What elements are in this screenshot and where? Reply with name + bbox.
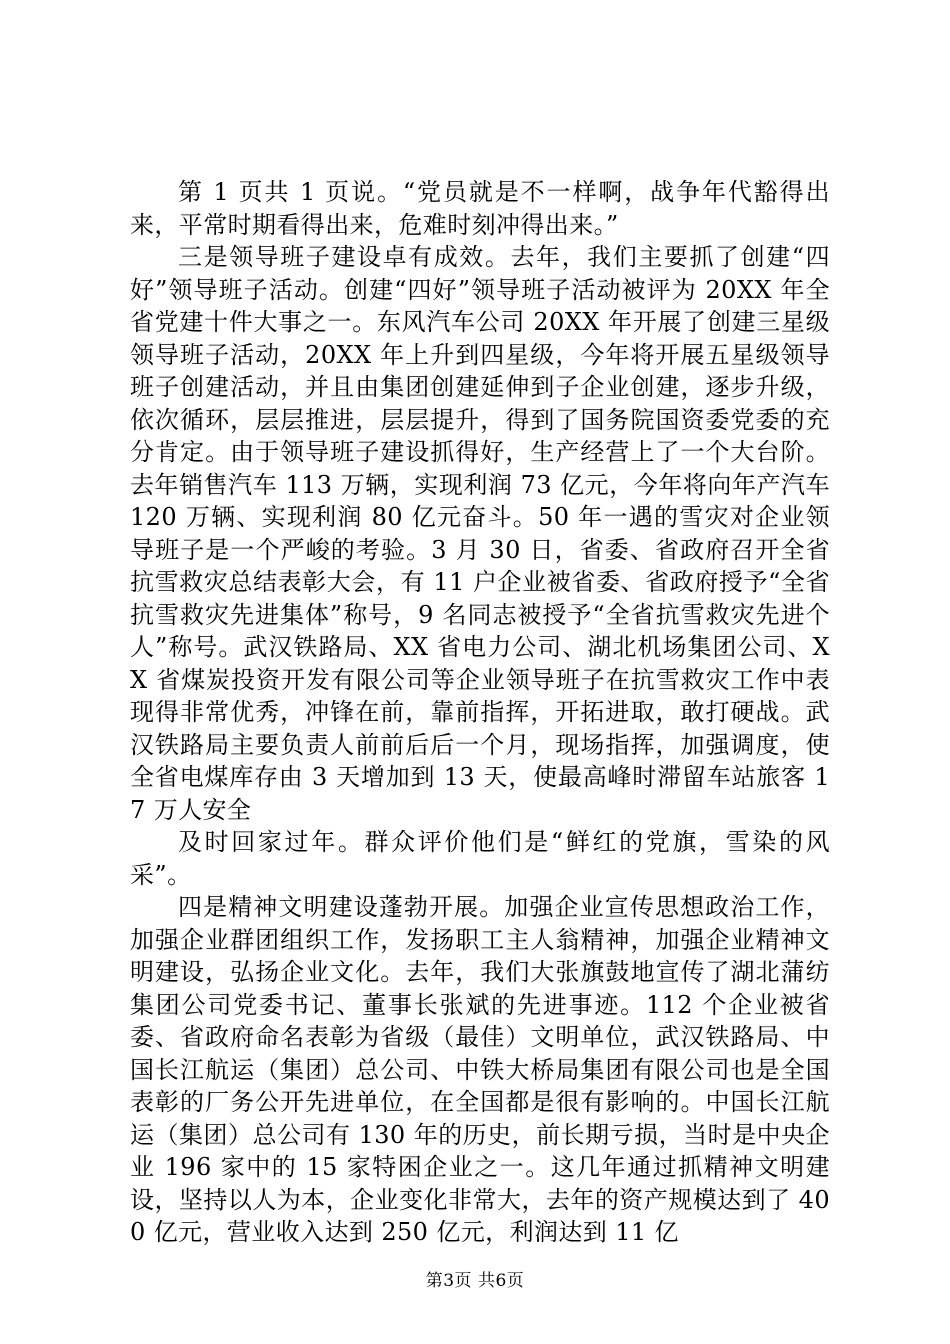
paragraph-3: 及时回家过年。群众评价他们是“鲜红的党旗，雪染的风采”。 xyxy=(130,828,830,889)
paragraph-4: 四是精神文明建设蓬勃开展。加强企业宣传思想政治工作，加强企业群团组织工作，发扬职工主人翁精神，加强企业精神文明建设，弘扬企业文化。去年，我们大张旗鼓地宣传了湖北蒲纺集团公司党委书记、董事长张斌的先进事迹。112 个企业被省委、省政府命名表彰为省级（最佳）文明单位，武汉铁路局、中国长江航运（集团）总公司、中铁大桥局集团有限公司也是全国表彰的厂务公开先进单位，在全国都是很有影响的。中国长江航运（集团）总公司有 130 年的历史，前长期亏损，当时是中央企业 196 家中的 15 家特困企业之一。这几年通过抓精神文明建设，坚持以人为本，企业变化非常大，去年的资产规模达到了 400 亿元，营业收入达到 250 亿元，利润达到 11 亿 xyxy=(130,893,830,1246)
paragraph-1: 第 1 页共 1 页说。“党员就是不一样啊，战争年代豁得出来，平常时期看得出来，危难时刻冲得出来。” xyxy=(130,178,830,239)
paragraph-2: 三是领导班子建设卓有成效。去年，我们主要抓了创建“四好”领导班子活动。创建“四好”领导班子活动被评为 20XX 年全省党建十件大事之一。东风汽车公司 20XX 年开展了创建三星级领导班子活动，20XX 年上升到四星级，今年将开展五星级领导班子创建活动，并且由集团创建延伸到子企业创建，逐步升级，依次循环，层层推进，层层提升，得到了国务院国资委党委的充分肯定。由于领导班子建设抓得好，生产经营上了一个大台阶。去年销售汽车 113 万辆，实现利润 73 亿元，今年将向年产汽车 120 万辆、实现利润 80 亿元奋斗。50 年一遇的雪灾对企业领导班子是一个严峻的考验。3 月 30 日，省委、省政府召开全省抗雪救灾总结表彰大会，有 11 户企业被省委、省政府授予“全省抗雪救灾先进集体”称号，9 名同志被授予“全省抗雪救灾先进个人”称号。武汉铁路局、XX 省电力公司、湖北机场集团公司、XX 省煤炭投资开发有限公司等企业领导班子在抗雪救灾工作中表现得非常优秀，冲锋在前，靠前指挥，开拓进取，敢打硬战。武汉铁路局主要负责人前前后后一个月，现场指挥，加强调度，使全省电煤库存由 3 天增加到 13 天，使最高峰时滞留车站旅客 17 万人安全 xyxy=(130,243,830,824)
document-body xyxy=(130,176,830,1249)
page-footer: 第3页 共6页 xyxy=(425,1271,525,1291)
